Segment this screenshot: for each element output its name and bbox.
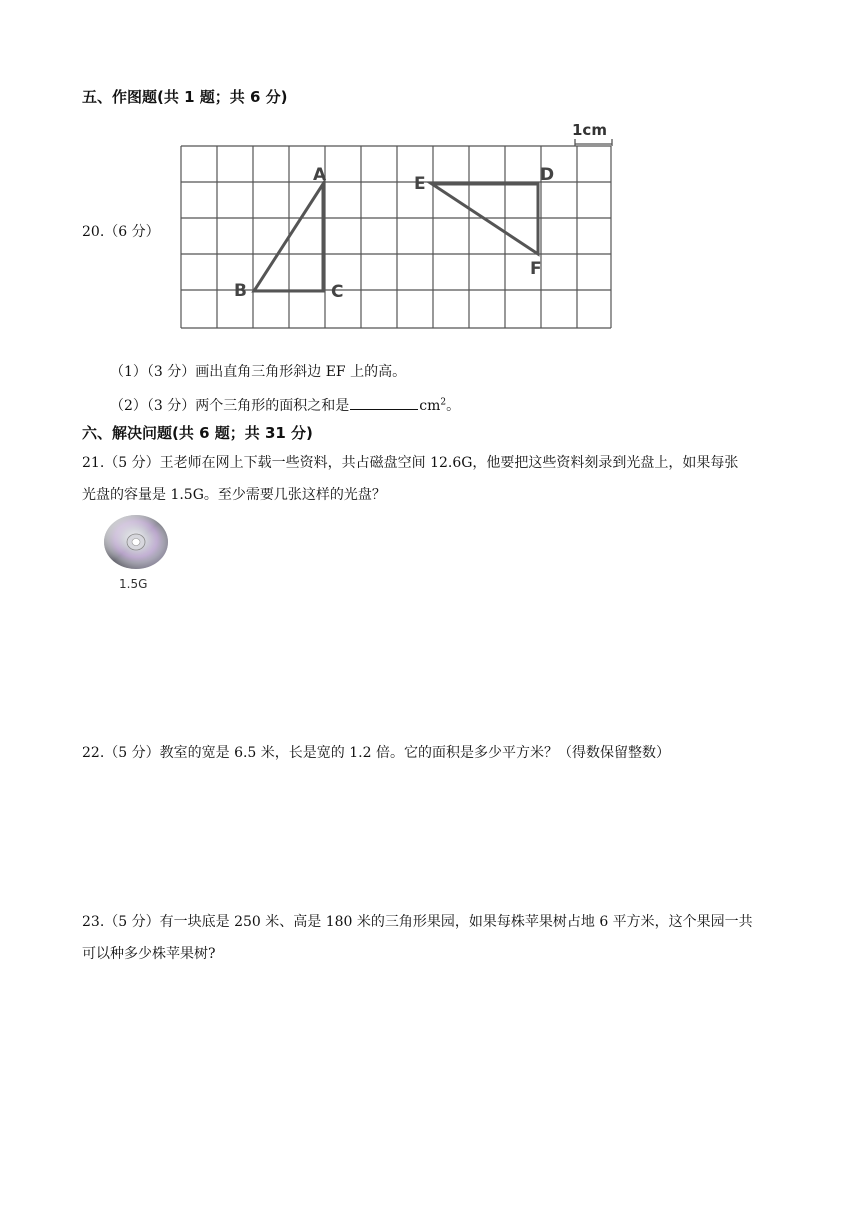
section-6-heading: 六、解决问题(共 6 题；共 31 分) xyxy=(82,424,313,442)
unit-cm: cm xyxy=(419,398,441,414)
unit-superscript: 2 xyxy=(440,397,447,408)
section-5-heading: 五、作图题(共 1 题；共 6 分) xyxy=(82,88,288,106)
grid-figure xyxy=(176,116,620,338)
cd-disc-icon xyxy=(100,514,172,574)
part-2-end: 。 xyxy=(446,398,461,414)
label-d: D xyxy=(540,165,555,185)
label-b: B xyxy=(234,281,247,301)
question-20-number: 20.（6 分） xyxy=(82,224,160,240)
scale-label: 1cm xyxy=(572,121,607,139)
question-20-part-2 xyxy=(110,395,460,415)
question-22: 22.（5 分）教室的宽是 6.5 米，长是宽的 1.2 倍。它的面积是多少平方米？（得数保留整数） xyxy=(82,745,670,761)
question-21-line-1: 21.（5 分）王老师在网上下载一些资料，共占磁盘空间 12.6G，他要把这些资料刻录到光盘上，如果每张 xyxy=(82,455,739,471)
label-e: E xyxy=(414,174,426,194)
answer-blank[interactable] xyxy=(350,395,418,410)
scale-marker xyxy=(575,139,612,146)
label-f: F xyxy=(530,259,542,279)
question-23-line-2: 可以种多少株苹果树? xyxy=(82,946,216,962)
label-a: A xyxy=(313,165,327,185)
question-21-line-2: 光盘的容量是 1.5G。至少需要几张这样的光盘？ xyxy=(82,487,386,503)
question-20-part-1: （1）（3 分）画出直角三角形斜边 EF 上的高。 xyxy=(110,364,407,380)
label-c: C xyxy=(331,282,344,302)
triangle-def xyxy=(432,184,538,254)
part-2-text: （2）（3 分）两个三角形的面积之和是 xyxy=(110,398,350,414)
question-23-line-1: 23.（5 分）有一块底是 250 米、高是 180 米的三角形果园，如果每株苹果树占地 6 平方米，这个果园一共 xyxy=(82,914,753,930)
disc-capacity-label: 1.5G xyxy=(119,577,148,591)
